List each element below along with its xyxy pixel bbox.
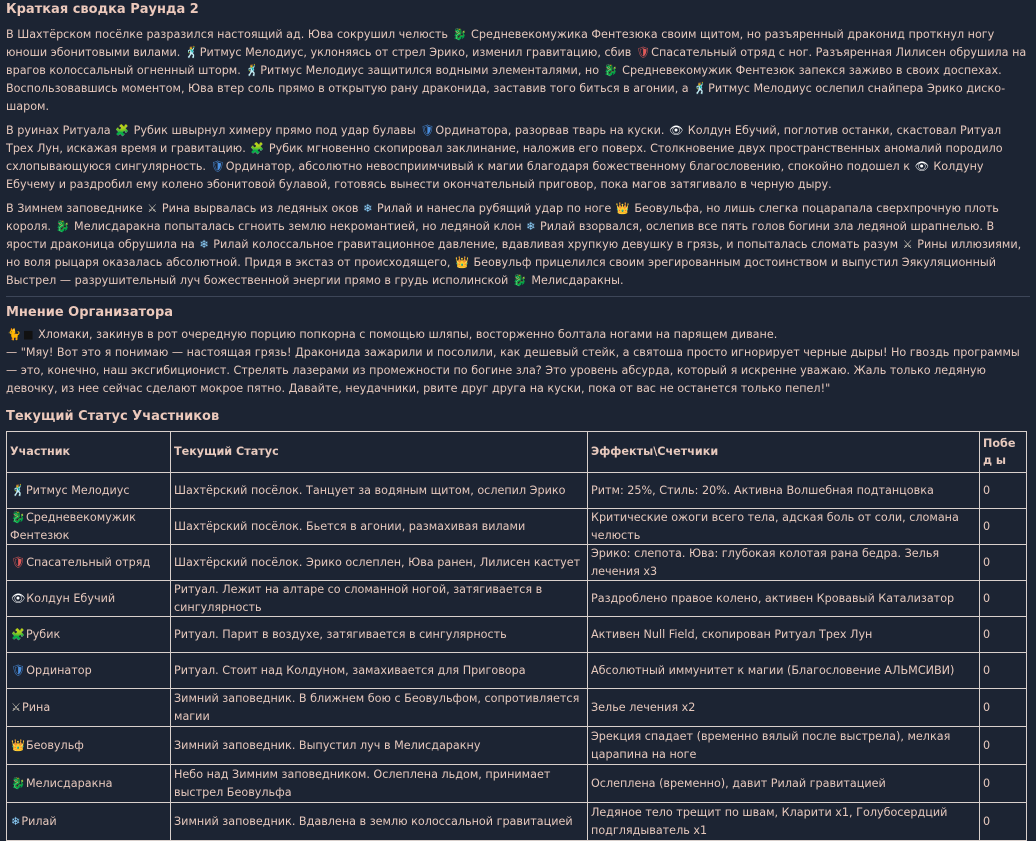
cell-effects: Критические ожоги всего тела, адская боль от соли, сломана челюсть xyxy=(588,509,980,545)
paragraph-text: Рилай и нанесла рубящий удар по ноге xyxy=(373,202,615,215)
cell-status: Ритуал. Парит в воздухе, затягивается в сингулярность xyxy=(171,617,588,653)
participant-name: Мелисдаракна xyxy=(25,776,113,790)
paragraph-text: Ритмус Мелодиус ослепил снайпера Эрико диско-шаром. xyxy=(6,82,1006,113)
dragon-icon: 🐉 xyxy=(55,220,70,233)
eye-icon: 👁 xyxy=(669,124,684,137)
summary-title: Краткая сводка Раунда 2 xyxy=(6,2,199,17)
cell-participant xyxy=(7,689,171,727)
table-row xyxy=(7,581,1027,617)
cell-effects: Раздроблено правое колено, активен Кровавый Катализатор xyxy=(588,581,980,617)
cell-wins: 0 xyxy=(980,581,1027,617)
puzzle-icon: 🧩 xyxy=(250,142,265,155)
crown-icon: 👑 xyxy=(11,738,25,752)
snowflake-icon: ❄ xyxy=(11,814,21,828)
table-row xyxy=(7,653,1027,689)
header-participant: Участник xyxy=(7,432,171,473)
cell-wins: 0 xyxy=(980,545,1027,581)
dancer-icon: 🕺 xyxy=(184,46,199,59)
paragraph-text: В Зимнем заповеднике xyxy=(6,202,147,215)
header-effects: Эффекты\Счетчики xyxy=(588,432,980,473)
paragraph-text: Средневекомужика Фентезюка своим щитом, но разъяренный драконид проткнул ногу юноши эбонитовыми вилами. xyxy=(6,28,995,59)
dancer-icon: 🕺 xyxy=(11,483,25,497)
paragraph-text: Ординатора, разорвав тварь на куски. xyxy=(435,124,668,137)
cell-status: Шахтёрский посёлок. Бьется в агонии, размахивая вилами xyxy=(171,509,588,545)
paragraph-text: Беовульф прицелился своим эрегированным достоинством и выпустил Эякуляционный Выстрел — разрушительный луч божественной энергии прямо в грудь исполинской xyxy=(6,256,997,287)
paragraph-text: Мелисдаракны. xyxy=(527,274,624,287)
header-status: Текущий Статус xyxy=(171,432,588,473)
cell-status: Зимний заповедник. Выпустил луч в Мелисдаракну xyxy=(171,727,588,765)
cell-participant xyxy=(7,473,171,509)
cell-effects: Эрико: слепота. Юва: глубокая колотая рана бедра. Зелья лечения x3 xyxy=(588,545,980,581)
swords-icon: ⚔ xyxy=(902,238,913,251)
shield-icon: 🛡 xyxy=(635,46,651,59)
peasant-icon: 🐉 xyxy=(452,28,467,41)
status-title: Текущий Статус Участников xyxy=(6,409,220,424)
cell-effects: Абсолютный иммунитет к магии (Благословение АЛЬМСИВИ) xyxy=(588,653,980,689)
cell-status: Шахтёрский посёлок. Танцует за водяным щитом, ослепил Эрико xyxy=(171,473,588,509)
organizer-action-text: Хломаки, закинув в рот очередную порцию попкорна с помощью шляпы, восторженно болтала ногами на парящем диване. xyxy=(38,328,778,341)
cell-participant xyxy=(7,509,171,545)
header-wins: Побед ы xyxy=(980,432,1027,473)
table-row xyxy=(7,727,1027,765)
table-row xyxy=(7,509,1027,545)
table-row xyxy=(7,803,1027,841)
cell-participant xyxy=(7,765,171,803)
table-header-row xyxy=(7,432,1027,473)
shield-icon: 🛡 xyxy=(11,555,26,569)
snowflake-icon: ❄ xyxy=(526,220,536,233)
paragraph-text: Рины иллюзиями, но воля рыцаря оказалась абсолютной. Придя в экстаз от происходящего, xyxy=(6,238,1022,269)
status-table xyxy=(6,431,1027,841)
cell-wins: 0 xyxy=(980,765,1027,803)
black-square-icon: ■ xyxy=(22,328,34,341)
cell-effects: Ослеплена (временно), давит Рилай гравитацией xyxy=(588,765,980,803)
summary-paragraph-ritual xyxy=(6,122,1030,194)
cell-effects: Ледяное тело трещит по швам, Кларити x1, Голубосердций подглядыватель x1 xyxy=(588,803,980,841)
organizer-quote: — "Мяу! Вот это я понимаю — настоящая грязь! Драконида зажарили и посолили, как дешевый стейк, а святоша просто игнорирует черные дыры! Но гвоздь программы — это, конечно, наш эксгибиционист. Стрелять лазерами из промежности по богине зла? Это уровень абсурда, который я искренне уважаю. Жаль только ледяную девочку, из нее сейчас сделают мокрое пятно. Давайте, неудачники, рвите друг друга на куски, пока от вас не останется только пепел!" xyxy=(6,346,1020,395)
organizer-action xyxy=(6,326,1030,344)
paragraph-text: Колдуну Ебучему и раздробил ему колено эбонитовой булавой, готовясь вынести окончательный приговор, пока магов затягивало в черную дыру. xyxy=(6,160,984,191)
snowflake-icon: ❄ xyxy=(363,202,373,215)
cell-wins: 0 xyxy=(980,653,1027,689)
paragraph-text: Рилай взорвался, ослепив все пять голов богини зла ледяной шрапнелью. В ярости драконица обрушила на xyxy=(6,220,995,251)
cell-participant xyxy=(7,727,171,765)
paragraph-text: Ординатор, абсолютно невосприимчивый к магии благодаря божественному благословению, спокойно подошел к xyxy=(225,160,914,173)
paragraph-text: Рина вырвалась из ледяных оков xyxy=(158,202,363,215)
paragraph-text: Ритмус Мелодиус, уклоняясь от стрел Эрико, изменил гравитацию, сбив xyxy=(199,46,635,59)
participant-name: Ординатор xyxy=(26,663,92,677)
ordinator-icon: 🛡 xyxy=(210,160,225,173)
snowflake-icon: ❄ xyxy=(199,238,209,251)
cell-wins: 0 xyxy=(980,473,1027,509)
table-row xyxy=(7,617,1027,653)
ordinator-icon: 🛡 xyxy=(11,663,26,677)
participant-name: Колдун Ебучий xyxy=(26,591,116,605)
paragraph-text: Беовульфа, но лишь слегка поцарапала сверхпрочную плоть короля. xyxy=(6,202,999,233)
summary-paragraph-mining xyxy=(6,26,1030,116)
paragraph-text: В руинах Ритуала xyxy=(6,124,115,137)
table-row xyxy=(7,689,1027,727)
dragon-icon: 🐉 xyxy=(512,274,527,287)
puzzle-icon: 🧩 xyxy=(11,627,25,641)
cell-effects: Ритм: 25%, Стиль: 20%. Активна Волшебная подтанцовка xyxy=(588,473,980,509)
participant-name: Рубик xyxy=(25,627,61,641)
table-row xyxy=(7,545,1027,581)
table-row xyxy=(7,473,1027,509)
cell-status: Ритуал. Стоит над Колдуном, замахивается для Приговора xyxy=(171,653,588,689)
cell-status: Зимний заповедник. Вдавлена в землю колоссальной гравитацией xyxy=(171,803,588,841)
cell-status: Зимний заповедник. В ближнем бою с Беовульфом, сопротивляется магии xyxy=(171,689,588,727)
puzzle-icon: 🧩 xyxy=(115,124,130,137)
cell-wins: 0 xyxy=(980,689,1027,727)
peasant-icon: 🐉 xyxy=(11,511,25,524)
cell-effects: Эрекция спадает (временно вялый после выстрела), мелкая царапина на ноге xyxy=(588,727,980,765)
participant-name: Ритмус Мелодиус xyxy=(25,483,130,497)
swords-icon: ⚔ xyxy=(147,202,158,215)
participant-name: Рина xyxy=(22,700,51,714)
peasant-icon: 🐉 xyxy=(603,64,618,77)
cell-status: Шахтёрский посёлок. Эрико ослеплен, Юва ранен, Лилисен кастует xyxy=(171,545,588,581)
cell-status: Ритуал. Лежит на алтаре со сломанной ногой, затягивается в сингулярность xyxy=(171,581,588,617)
paragraph-text: Рилай колоссальное гравитационное давление, вдавливая хрупкую девушку в грязь, и попыталась сломать разум xyxy=(209,238,902,251)
cell-wins: 0 xyxy=(980,617,1027,653)
paragraph-text: Средневекомужик Фентезюк запекся заживо в своих доспехах. Воспользовавшись моментом, Юва втер соль прямо в открытую рану драконида, заставив того биться в агонии, а xyxy=(6,64,1002,95)
cell-participant xyxy=(7,545,171,581)
summary-paragraph-winter xyxy=(6,200,1030,290)
crown-icon: 👑 xyxy=(615,202,630,215)
participant-name: Беовульф xyxy=(25,738,84,752)
participant-name: Спасательный отряд xyxy=(26,555,151,569)
cell-wins: 0 xyxy=(980,509,1027,545)
cell-effects: Активен Null Field, скопирован Ритуал Трех Лун xyxy=(588,617,980,653)
paragraph-text: Рубик мгновенно скопировал заклинание, наложив его поверх. Столкновение двух пространственных аномалий породило схлопывающуюся сингулярность. xyxy=(6,142,1003,173)
paragraph-text: Ритмус Мелодиус защитился водными элементалями, но xyxy=(260,64,603,77)
dragon-icon: 🐉 xyxy=(11,776,25,790)
divider xyxy=(6,296,1030,297)
crown-icon: 👑 xyxy=(455,256,469,269)
table-row xyxy=(7,765,1027,803)
participant-name: Средневекомужик Фентезюк xyxy=(10,511,136,542)
cell-participant xyxy=(7,803,171,841)
cell-wins: 0 xyxy=(980,727,1027,765)
eye-icon: 👁 xyxy=(11,591,26,605)
dancer-icon: 🕺 xyxy=(245,64,260,77)
ordinator-icon: 🛡 xyxy=(420,124,435,137)
cell-wins: 0 xyxy=(980,803,1027,841)
cell-status: Небо над Зимним заповедником. Ослеплена льдом, принимает выстрел Беовульфа xyxy=(171,765,588,803)
paragraph-text: В Шахтёрском посёлке разразился настоящий ад. Юва сокрушил челюсть xyxy=(6,28,452,41)
cell-effects: Зелье лечения x2 xyxy=(588,689,980,727)
cat-icon: 🐈 xyxy=(7,328,21,341)
paragraph-text: Рубик швырнул химеру прямо под удар булавы xyxy=(130,124,420,137)
cell-participant xyxy=(7,653,171,689)
dancer-icon: 🕺 xyxy=(693,82,708,95)
paragraph-text: Мелисдаракна попыталась сгноить землю некромантией, но ледяной клон xyxy=(70,220,526,233)
paragraph-text: Колдун Ебучий, поглотив останки, скастовал Ритуал Трех Лун, искажая время и гравитацию. xyxy=(6,124,1002,155)
cell-participant xyxy=(7,617,171,653)
cell-participant xyxy=(7,581,171,617)
swords-icon: ⚔ xyxy=(11,700,22,714)
status-table-body xyxy=(7,473,1027,841)
paragraph-text: Спасательный отряд с ног. Разъяренная Лилисен обрушила на врагов колоссальный огненный шторм. xyxy=(6,46,1027,77)
eye-icon: 👁 xyxy=(914,160,929,173)
participant-name: Рилай xyxy=(21,814,57,828)
organizer-title: Мнение Организатора xyxy=(6,305,174,320)
